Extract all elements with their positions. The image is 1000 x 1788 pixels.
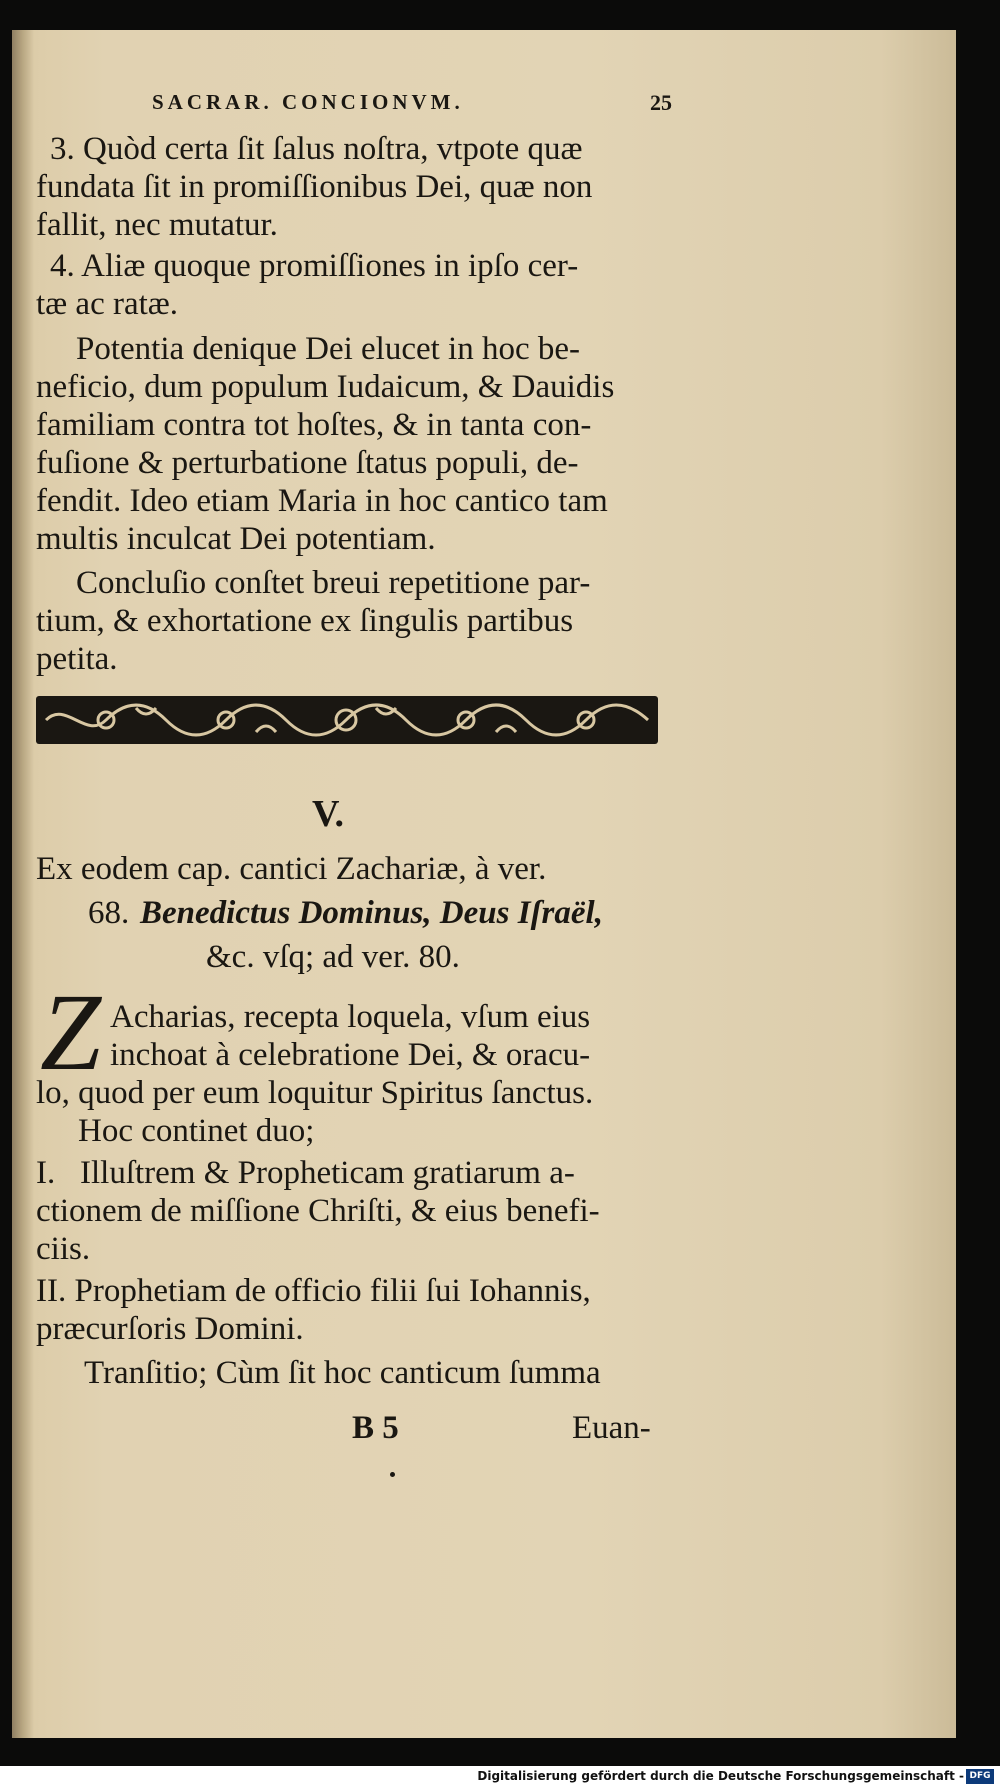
- text-line: Concluſio conſtet breui repetitione par-: [76, 565, 591, 601]
- page-number: 25: [650, 90, 672, 115]
- text-line: præcurſoris Domini.: [36, 1311, 304, 1347]
- text-line: I. Illuſtrem & Propheticam gratiarum a-: [36, 1155, 575, 1191]
- text-line: Potentia denique Dei elucet in hoc be-: [76, 331, 580, 367]
- text-line: neficio, dum populum Iudaicum, & Dauidis: [36, 369, 615, 405]
- section-title-incipit: Benedictus Dominus, Deus Iſraël,: [140, 895, 603, 931]
- text-line: Tranſitio; Cùm ſit hoc canticum ſumma: [84, 1355, 601, 1391]
- text-line: petita.: [36, 641, 118, 677]
- text-line: fundata ſit in promiſſionibus Dei, quæ non: [36, 169, 593, 205]
- text-line: tium, & exhortatione ex ſingulis partibus: [36, 603, 574, 639]
- text-line: fendit. Ideo etiam Maria in hoc cantico tam: [36, 483, 608, 519]
- text-line: familiam contra tot hoſtes, & in tanta con-: [36, 407, 592, 443]
- signature-mark: B 5: [352, 1410, 399, 1446]
- text-line: Acharias, recepta loquela, vſum eius: [110, 999, 591, 1035]
- section-title-line: Ex eodem cap. cantici Zachariæ, à ver.: [36, 851, 547, 887]
- text-line: multis inculcat Dei potentiam.: [36, 521, 436, 557]
- text-line: 4. Aliæ quoque promiſſiones in ipſo cer-: [50, 248, 579, 284]
- ornamental-band: [36, 694, 658, 746]
- dfg-logo: DFG: [966, 1769, 994, 1784]
- text-line: 3. Quòd certa ſit ſalus noſtra, vtpote quæ: [50, 131, 583, 167]
- catchword: Euan-: [572, 1410, 651, 1446]
- footer-credit: Digitalisierung gefördert durch die Deutsche Forschungsgemeinschaft -: [477, 1769, 964, 1783]
- text-line: ctionem de miſſione Chriſti, & eius benefi-: [36, 1193, 600, 1229]
- running-head: SACRAR. CONCIONVM.: [152, 90, 464, 114]
- section-numeral: V.: [312, 793, 345, 835]
- text-line: fuſione & perturbatione ſtatus populi, de-: [36, 445, 579, 481]
- text-line: lo, quod per eum loquitur Spiritus ſanctus.: [36, 1075, 594, 1111]
- text-line: II. Prophetiam de officio filii ſui Iohannis,: [36, 1273, 591, 1309]
- text-line: ciis.: [36, 1231, 91, 1267]
- section-title-line: 68.: [88, 895, 130, 931]
- text-line: inchoat à celebratione Dei, & oracu-: [110, 1037, 591, 1073]
- text-line: Hoc continet duo;: [78, 1113, 315, 1149]
- ink-speck: [390, 1472, 395, 1477]
- book-page: [12, 30, 956, 1738]
- digitization-footer: [0, 1766, 1000, 1788]
- page-gutter: [12, 30, 34, 1738]
- text-line: tæ ac ratæ.: [36, 286, 179, 322]
- section-title-line: &c. vſq; ad ver. 80.: [206, 939, 460, 975]
- page-header: [152, 80, 672, 120]
- dropcap-initial: Z: [40, 971, 102, 1093]
- text-line: fallit, nec mutatur.: [36, 207, 278, 243]
